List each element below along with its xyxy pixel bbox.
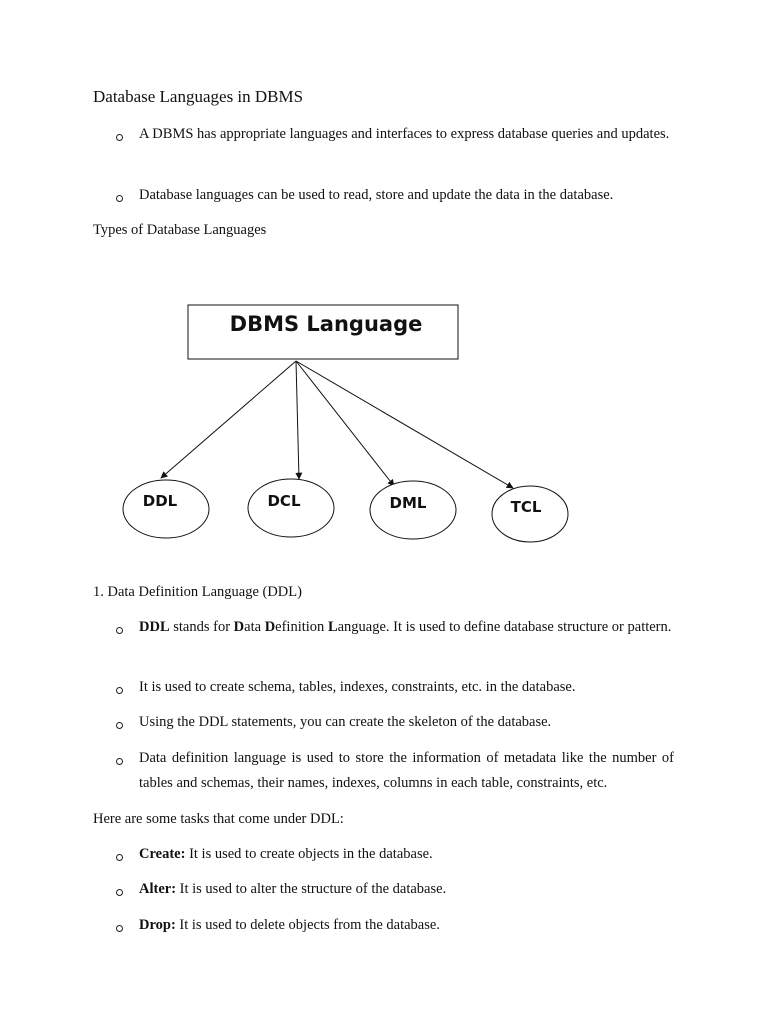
ddl-term: DDL [139, 619, 170, 635]
ddl-initial-d2: D [264, 619, 276, 635]
arrow-to-tcl [296, 361, 513, 488]
tcl-label: TCL [510, 498, 542, 516]
task-alter [139, 877, 446, 902]
ddl-initial-l: L [327, 619, 338, 635]
bullet-marker [116, 627, 123, 634]
types-heading: Types of Database Languages [93, 222, 267, 238]
ddl-bullet-2: It is used to create schema, tables, indexes, constraints, etc. in the database. [139, 679, 576, 695]
ddl-initial-d: D [233, 619, 245, 635]
ddl-word-language: anguage [337, 619, 386, 635]
bullet-marker [116, 854, 123, 861]
ddl-bullet-4: Data definition language is used to store the information of metadata like the number of tables and schemas, their names, indexes, columns in each table, constraints, etc. [139, 750, 674, 791]
bullet-marker [116, 889, 123, 896]
ddl-definition-rest: . It is used to define database structure or pattern. [385, 619, 672, 635]
dml-label: DML [389, 494, 427, 512]
task-term: Alter: [139, 881, 177, 897]
ddl-section-heading: 1. Data Definition Language (DDL) [93, 584, 302, 600]
task-drop [139, 913, 440, 938]
task-term: Drop: [139, 917, 176, 933]
ddl-definition-bullet [139, 615, 674, 640]
task-desc: It is used to create objects in the database. [185, 846, 433, 862]
arrow-to-ddl [161, 361, 296, 478]
ddl-word-definition: efinition [275, 619, 325, 635]
ddl-stands-for: stands for [173, 619, 231, 635]
task-create [139, 842, 433, 867]
ddl-bullet-3: Using the DDL statements, you can create the skeleton of the database. [139, 714, 552, 730]
bullet-marker [116, 722, 123, 729]
arrow-to-dml [296, 361, 394, 486]
bullet-marker [116, 687, 123, 694]
arrow-to-dcl [296, 361, 299, 479]
bullet-marker [116, 758, 123, 765]
bullet-marker [116, 925, 123, 932]
ddl-label: DDL [142, 492, 178, 510]
task-term: Create: [139, 846, 186, 862]
root-label: DBMS Language [229, 312, 423, 336]
ddl-word-data: ata [244, 619, 262, 635]
tasks-intro: Here are some tasks that come under DDL: [93, 811, 344, 827]
intro-bullet-1: A DBMS has appropriate languages and interfaces to express database queries and updates. [139, 126, 670, 142]
page-title: Database Languages in DBMS [93, 87, 304, 106]
dcl-label: DCL [267, 492, 301, 510]
task-desc: It is used to alter the structure of the database. [176, 881, 447, 897]
intro-bullet-2: Database languages can be used to read, store and update the data in the database. [139, 187, 614, 203]
task-desc: It is used to delete objects from the database. [175, 917, 440, 933]
